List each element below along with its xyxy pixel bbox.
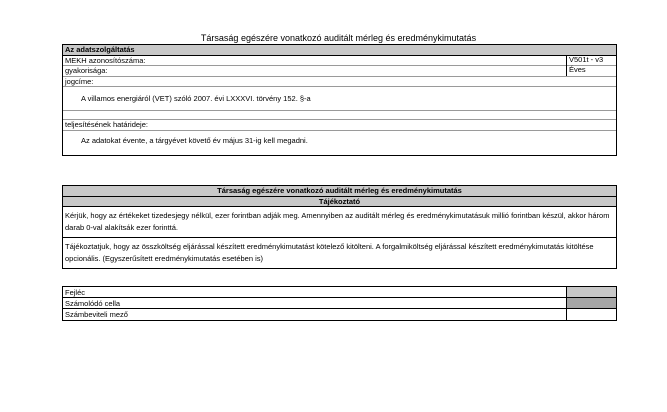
legend-label: Fejléc xyxy=(65,288,86,297)
legend-swatch-input xyxy=(566,309,616,320)
legend-row-input xyxy=(63,309,616,320)
frequency-label: gyakorisága: xyxy=(65,66,108,75)
legend-row-computed xyxy=(63,298,616,309)
basis-label: jogcíme: xyxy=(63,77,616,88)
mekh-value[interactable]: V501t - v3 xyxy=(566,55,616,66)
mekh-label: MEKH azonosítószáma: xyxy=(65,55,146,65)
info-table xyxy=(62,185,617,269)
legend-label: Számbeviteli mező xyxy=(65,310,128,319)
legend-row-header xyxy=(63,287,616,298)
info-subheader: Tájékoztató xyxy=(63,197,616,208)
provider-header: Az adatszolgáltatás xyxy=(63,45,616,56)
page-title: Társaság egészére vonatkozó auditált mérleg és eredménykimutatás xyxy=(200,33,477,43)
deadline-text: Az adatokat évente, a tárgyévet követő év május 31-ig kell megadni. xyxy=(81,135,308,145)
frequency-value[interactable]: Éves xyxy=(566,65,616,76)
deadline-label: teljesítésének határideje: xyxy=(63,120,616,131)
info-header: Társaság egészére vonatkozó auditált mérleg és eredménykimutatás xyxy=(63,186,616,197)
frequency-row xyxy=(63,66,616,77)
spacer-row xyxy=(63,111,616,120)
legend-table xyxy=(62,286,617,321)
info-paragraph-2: Tájékoztatjuk, hogy az összköltség eljárással készített eredménykimutatást kötelező kitölteni. A forgalmiköltség eljárással készített eredménykimutatás kitöltése opcionális. (Egyszerűsített eredménykimutatás esetében is) xyxy=(65,242,594,263)
info-paragraph-1: Kérjük, hogy az értékeket tizedesjegy nélkül, ezer forintban adják meg. Amennyiben az auditált mérleg és eredménykimutatásuk millió forintban készül, akkor három darab 0-val alakítsák ezer forinttá. xyxy=(63,207,616,238)
mekh-row xyxy=(63,56,616,67)
legend-swatch-computed xyxy=(566,298,616,308)
data-provider-table xyxy=(62,44,617,156)
legend-label: Számolódó cella xyxy=(65,299,121,308)
basis-text: A villamos energiáról (VET) szóló 2007. évi LXXXVI. törvény 152. §-a xyxy=(63,87,616,111)
legend-swatch-header xyxy=(566,287,616,297)
